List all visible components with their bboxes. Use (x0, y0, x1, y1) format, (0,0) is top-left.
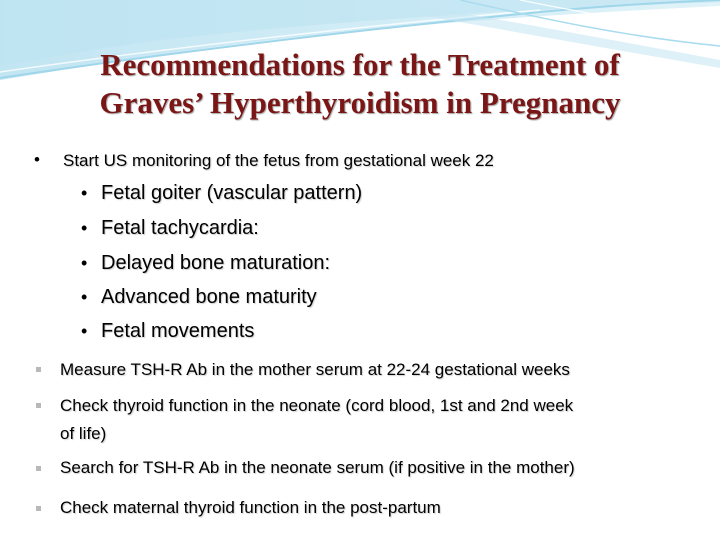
sub-bullet-marker: • (81, 183, 88, 203)
square-bullet-marker (36, 403, 41, 408)
square-bullet-marker (36, 466, 41, 471)
square-bullet-text: Check thyroid function in the neonate (cord blood, 1st and 2nd week (60, 396, 574, 415)
square-bullet-text: Check maternal thyroid function in the post-partum (60, 498, 441, 517)
bullet-marker: • (34, 150, 40, 169)
sub-bullet-text: Advanced bone maturity (101, 286, 317, 308)
slide-title-line-1: Recommendations for the Treatment of (100, 47, 620, 82)
square-bullet-text-continued: of life) (60, 424, 107, 443)
slide-title-line-2: Graves’ Hyperthyroidism in Pregnancy (99, 85, 621, 120)
square-bullet-marker (36, 506, 41, 511)
square-bullet-marker (36, 367, 41, 372)
square-bullet-text: Search for TSH-R Ab in the neonate serum (if positive in the mother) (60, 458, 575, 477)
sub-bullet-text: Fetal movements (101, 320, 255, 342)
sub-bullet-text: Delayed bone maturation: (101, 252, 331, 274)
sub-bullet-text: Fetal goiter (vascular pattern) (101, 182, 363, 204)
sub-bullet-marker: • (81, 287, 88, 307)
slide-title (40, 46, 680, 122)
sub-bullet-marker: • (81, 253, 88, 273)
square-bullet-text: Measure TSH-R Ab in the mother serum at 22-24 gestational weeks (60, 360, 570, 379)
sub-bullet-text: Fetal tachycardia: (101, 217, 259, 239)
sub-bullet-marker: • (81, 321, 88, 341)
sub-bullet-marker: • (81, 218, 88, 238)
main-bullet-text: Start US monitoring of the fetus from gestational week 22 (63, 151, 494, 170)
